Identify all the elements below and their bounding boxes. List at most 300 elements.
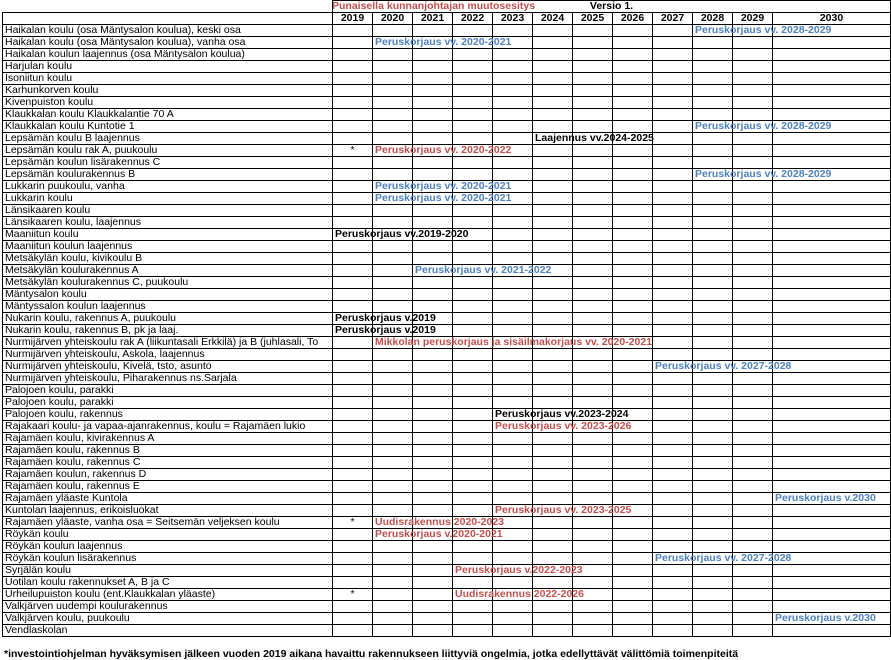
year-cell <box>573 517 613 529</box>
year-cell <box>533 253 573 265</box>
year-cell <box>373 192 512 205</box>
year-cell <box>413 385 453 397</box>
year-cell <box>533 37 573 49</box>
year-cell <box>613 361 653 373</box>
school-name: Palojoen koulu, rakennus <box>3 409 333 421</box>
year-cell <box>573 241 613 253</box>
year-cell <box>613 181 653 193</box>
year-cell <box>573 541 613 553</box>
year-cell <box>773 37 891 49</box>
year-cell <box>373 265 413 277</box>
year-cell <box>333 324 436 337</box>
year-cell <box>453 481 493 493</box>
table-row <box>3 241 891 253</box>
year-cell <box>613 385 653 397</box>
year-cell <box>533 541 573 553</box>
year-cell <box>533 289 573 301</box>
year-cell <box>453 361 493 373</box>
year-cell <box>533 625 573 637</box>
table-row <box>3 277 891 289</box>
table-row <box>3 313 891 325</box>
year-cell <box>373 516 504 529</box>
year-cell <box>773 589 891 601</box>
year-cell <box>453 469 493 481</box>
table-row <box>3 229 891 241</box>
year-cell <box>453 421 493 433</box>
year-cell <box>533 109 573 121</box>
year-cell <box>373 85 413 97</box>
year-cell <box>653 613 693 625</box>
schedule-label: Peruskorjaus vv. 2023-2025 <box>495 504 632 516</box>
school-name: Maaniitun koulun laajennus <box>3 241 333 253</box>
year-cell <box>413 361 453 373</box>
school-name: Rajamäen koulu, rakennus B <box>3 445 333 457</box>
schedule-label: Peruskorjaus vv. 2027-2028 <box>655 552 792 564</box>
year-cell <box>733 625 773 637</box>
school-name: Palojoen koulu, parakki <box>3 385 333 397</box>
table-row <box>3 265 891 277</box>
year-cell <box>773 193 891 205</box>
schedule-label: Peruskorjaus vv. 2028-2029 <box>695 24 832 36</box>
year-cell <box>453 625 493 637</box>
year-cell <box>573 49 613 61</box>
year-cell <box>613 445 653 457</box>
year-cell <box>693 469 733 481</box>
schedule-label: Peruskorjaus v.2022-2023 <box>455 564 583 576</box>
year-cell <box>453 601 493 613</box>
year-cell <box>493 408 629 421</box>
year-cell <box>693 565 733 577</box>
school-name: Rajamäen yläaste, vanha osa = Seitsemän veljeksen koulu <box>3 517 333 529</box>
schedule-label: Peruskorjaus v.2019 <box>335 324 436 336</box>
year-cell <box>733 613 773 625</box>
year-cell <box>773 469 891 481</box>
year-cell <box>613 265 653 277</box>
year-cell <box>373 241 413 253</box>
year-cell <box>493 289 533 301</box>
school-name: Uotilan koulu rakennukset A, B ja C <box>3 577 333 589</box>
blank-cell <box>3 1 333 13</box>
year-cell <box>533 229 573 241</box>
year-cell <box>693 241 733 253</box>
year-cell <box>333 493 373 505</box>
year-cell <box>613 145 653 157</box>
year-cell <box>773 481 891 493</box>
year-cell <box>333 133 373 145</box>
table-row <box>3 433 891 445</box>
year-cell <box>693 313 733 325</box>
year-cell <box>533 469 573 481</box>
year-cell <box>653 73 693 85</box>
year-cell <box>333 337 373 349</box>
year-cell <box>773 457 891 469</box>
year-cell <box>333 553 373 565</box>
year-cell <box>733 457 773 469</box>
version-label: Versio 1. <box>333 1 891 13</box>
year-cell <box>693 85 733 97</box>
year-cell <box>573 265 613 277</box>
year-cell <box>613 229 653 241</box>
year-cell <box>373 577 413 589</box>
year-cell <box>453 577 493 589</box>
year-cell <box>693 625 733 637</box>
year-cell <box>693 505 733 517</box>
year-cell <box>693 481 733 493</box>
school-name: Haikalan koulu (osa Mäntysalon koulua), keski osa <box>3 25 333 37</box>
year-cell <box>493 433 533 445</box>
year-cell <box>333 228 469 241</box>
year-cell <box>773 541 891 553</box>
year-cell <box>333 157 373 169</box>
year-cell <box>373 277 413 289</box>
year-cell <box>773 289 891 301</box>
year-cell <box>693 577 733 589</box>
table-row <box>3 181 891 193</box>
year-header-2028: 2028 <box>693 13 733 25</box>
year-cell <box>533 325 573 337</box>
year-cell <box>413 397 453 409</box>
year-cell <box>613 553 653 565</box>
year-cell <box>413 457 453 469</box>
year-cell <box>613 589 653 601</box>
year-cell <box>493 61 533 73</box>
year-cell <box>493 625 533 637</box>
year-cell <box>773 145 891 157</box>
year-cell <box>773 445 891 457</box>
table-row <box>3 577 891 589</box>
year-cell <box>773 181 891 193</box>
year-cell <box>613 313 653 325</box>
year-cell <box>573 217 613 229</box>
school-name: Metsäkylän koulu, kivikoulu B <box>3 253 333 265</box>
year-cell <box>533 601 573 613</box>
year-cell <box>773 265 891 277</box>
school-name: Maaniitun koulu <box>3 229 333 241</box>
table-row <box>3 61 891 73</box>
year-cell <box>373 421 413 433</box>
year-cell <box>573 325 613 337</box>
year-cell <box>653 181 693 193</box>
year-cell <box>733 373 773 385</box>
year-cell <box>453 85 493 97</box>
year-cell <box>453 397 493 409</box>
school-name: Mäntysalon koulu <box>3 289 333 301</box>
year-cell <box>373 528 503 541</box>
year-cell <box>413 577 453 589</box>
year-cell <box>653 541 693 553</box>
year-cell <box>733 529 773 541</box>
school-name: Haikalan koulu (osa Mäntysalon koulua), vanha osa <box>3 37 333 49</box>
year-cell <box>493 445 533 457</box>
schedule-label: Peruskorjaus vv. 2027-2028 <box>655 360 792 372</box>
year-cell <box>773 109 891 121</box>
year-cell <box>693 325 733 337</box>
school-name: Länsikaaren koulu <box>3 205 333 217</box>
year-cell <box>773 493 891 505</box>
year-cell <box>493 301 533 313</box>
year-cell <box>653 25 693 37</box>
year-cell <box>453 457 493 469</box>
schedule-label: Peruskorjaus vv. 2023-2026 <box>495 420 632 432</box>
year-cell <box>373 301 413 313</box>
table-row <box>3 517 891 529</box>
year-cell <box>693 37 733 49</box>
year-cell <box>693 277 733 289</box>
year-cell <box>573 433 613 445</box>
year-cell <box>493 25 533 37</box>
year-cell <box>733 577 773 589</box>
year-cell <box>333 601 373 613</box>
year-cell <box>733 61 773 73</box>
school-name: Klaukkalan koulu Kuntotie 1 <box>3 121 333 133</box>
table-row <box>3 37 891 49</box>
year-cell <box>733 517 773 529</box>
year-cell <box>693 61 733 73</box>
table-row <box>3 97 891 109</box>
year-cell <box>533 97 573 109</box>
year-cell <box>693 445 733 457</box>
year-cell <box>533 313 573 325</box>
year-cell <box>653 193 693 205</box>
year-header-2025: 2025 <box>573 13 613 25</box>
year-cell <box>653 325 693 337</box>
year-cell <box>693 529 733 541</box>
table-row <box>3 25 891 37</box>
year-cell <box>333 433 373 445</box>
year-cell <box>573 253 613 265</box>
school-name: Lepsämän koulu B laajennus <box>3 133 333 145</box>
year-cell <box>493 373 533 385</box>
year-cell <box>333 409 373 421</box>
table-row <box>3 361 891 373</box>
year-cell <box>533 529 573 541</box>
proposal-note: Punaisella kunnanjohtajan muutosesitys <box>332 0 536 12</box>
year-cell <box>653 397 693 409</box>
year-cell <box>333 193 373 205</box>
year-cell <box>693 109 733 121</box>
year-cell <box>453 61 493 73</box>
year-cell <box>613 61 653 73</box>
year-cell <box>413 349 453 361</box>
year-cell <box>693 517 733 529</box>
year-cell <box>733 469 773 481</box>
year-cell <box>413 541 453 553</box>
table-row <box>3 601 891 613</box>
year-cell <box>573 61 613 73</box>
table-row <box>3 157 891 169</box>
table-row <box>3 385 891 397</box>
year-cell <box>333 385 373 397</box>
year-cell <box>693 229 733 241</box>
schedule-label: Peruskorjaus vv. 2028-2029 <box>695 168 832 180</box>
year-cell <box>453 613 493 625</box>
year-cell <box>333 481 373 493</box>
year-header-2020: 2020 <box>373 13 413 25</box>
year-cell <box>653 169 693 181</box>
year-cell <box>733 265 773 277</box>
year-cell <box>533 73 573 85</box>
school-name: Urheilupuiston koulu (ent.Klaukkalan yläaste) <box>3 589 333 601</box>
year-cell <box>693 373 733 385</box>
year-cell <box>533 157 573 169</box>
year-cell <box>373 361 413 373</box>
year-cell <box>493 49 533 61</box>
year-cell <box>533 553 573 565</box>
version-row <box>3 1 891 13</box>
year-cell <box>333 421 373 433</box>
schedule-label: Peruskorjaus v.2030 <box>775 612 876 624</box>
schedule-label: Peruskorjaus vv.2023-2024 <box>495 408 629 420</box>
year-cell <box>333 181 373 193</box>
year-cell <box>773 385 891 397</box>
year-cell <box>373 144 512 157</box>
year-cell <box>693 193 733 205</box>
year-cell <box>453 49 493 61</box>
year-cell <box>693 409 733 421</box>
year-cell <box>333 373 373 385</box>
year-cell <box>733 565 773 577</box>
year-cell <box>733 301 773 313</box>
year-cell <box>413 625 453 637</box>
year-cell <box>653 469 693 481</box>
year-cell <box>533 385 573 397</box>
year-cell <box>493 481 533 493</box>
year-cell <box>453 325 493 337</box>
year-cell <box>453 169 493 181</box>
table-row <box>3 301 891 313</box>
year-cell <box>493 277 533 289</box>
year-cell <box>693 157 733 169</box>
year-cell <box>613 25 653 37</box>
year-cell <box>573 109 613 121</box>
year-cell <box>453 301 493 313</box>
school-name: Syrjälän koulu <box>3 565 333 577</box>
year-cell <box>573 457 613 469</box>
schedule-label: Peruskorjaus vv. 2020-2021 <box>375 36 512 48</box>
year-cell <box>453 541 493 553</box>
year-cell <box>373 133 413 145</box>
year-cell <box>613 97 653 109</box>
table-row <box>3 133 891 145</box>
year-cell <box>493 133 533 145</box>
year-cell <box>533 181 573 193</box>
year-cell <box>653 505 693 517</box>
year-cell <box>733 181 773 193</box>
year-cell <box>733 505 773 517</box>
year-cell <box>573 73 613 85</box>
school-name: Valkjärven koulu, puukoulu <box>3 613 333 625</box>
year-cell <box>493 385 533 397</box>
year-cell <box>733 541 773 553</box>
year-cell <box>693 589 733 601</box>
year-cell <box>333 577 373 589</box>
year-cell <box>733 193 773 205</box>
year-cell <box>613 433 653 445</box>
year-cell <box>373 49 413 61</box>
year-cell <box>733 337 773 349</box>
year-cell <box>453 121 493 133</box>
year-cell <box>493 613 533 625</box>
year-cell <box>573 481 613 493</box>
year-cell <box>733 481 773 493</box>
year-cell <box>693 24 832 37</box>
school-name: Rajamäen koulu, rakennus C <box>3 457 333 469</box>
year-cell <box>413 301 453 313</box>
year-cell <box>373 109 413 121</box>
year-cell <box>613 397 653 409</box>
year-cell <box>413 121 453 133</box>
school-name: Rajamäen koulu, kivirakennus A <box>3 433 333 445</box>
year-cell <box>493 504 632 517</box>
year-cell <box>373 205 413 217</box>
year-cell <box>373 469 413 481</box>
year-cell <box>653 337 693 349</box>
table-row <box>3 85 891 97</box>
year-cell <box>773 133 891 145</box>
year-cell <box>533 301 573 313</box>
year-cell <box>533 241 573 253</box>
table-row <box>3 289 891 301</box>
year-cell <box>653 409 693 421</box>
year-cell <box>413 49 453 61</box>
year-cell <box>573 397 613 409</box>
year-cell <box>333 205 373 217</box>
year-cell <box>693 433 733 445</box>
year-cell <box>773 325 891 337</box>
year-cell <box>733 289 773 301</box>
school-name: Rajamäen koulun, rakennus D <box>3 469 333 481</box>
schedule-label: Peruskorjaus vv. 2020-2021 <box>375 180 512 192</box>
year-cell <box>373 169 413 181</box>
year-cell <box>333 217 373 229</box>
year-cell <box>653 481 693 493</box>
year-cell <box>373 180 512 193</box>
year-cell <box>413 73 453 85</box>
year-cell <box>573 169 613 181</box>
year-cell <box>533 121 573 133</box>
year-cell <box>613 205 653 217</box>
year-cell <box>573 85 613 97</box>
year-cell <box>373 61 413 73</box>
year-cell <box>493 361 533 373</box>
schedule-label: Peruskorjaus v.2030 <box>775 492 876 504</box>
table-row <box>3 109 891 121</box>
school-name: Metsäkylän koulurakennus C, puukoulu <box>3 277 333 289</box>
school-name: Röykän koulu <box>3 529 333 541</box>
table-row <box>3 613 891 625</box>
year-cell <box>613 481 653 493</box>
year-cell <box>653 529 693 541</box>
year-cell <box>613 289 653 301</box>
year-cell <box>533 205 573 217</box>
table-row <box>3 145 891 157</box>
year-cell <box>653 433 693 445</box>
year-header-2030: 2030 <box>773 13 891 25</box>
year-cell <box>693 385 733 397</box>
year-cell <box>493 577 533 589</box>
year-cell <box>613 301 653 313</box>
table-row <box>3 73 891 85</box>
year-cell <box>733 49 773 61</box>
table-row <box>3 493 891 505</box>
table-row <box>3 217 891 229</box>
year-cell <box>653 61 693 73</box>
year-cell <box>333 529 373 541</box>
year-cell <box>533 517 573 529</box>
school-name: Vendlaskolan <box>3 625 333 637</box>
year-cell <box>653 97 693 109</box>
year-cell <box>653 565 693 577</box>
